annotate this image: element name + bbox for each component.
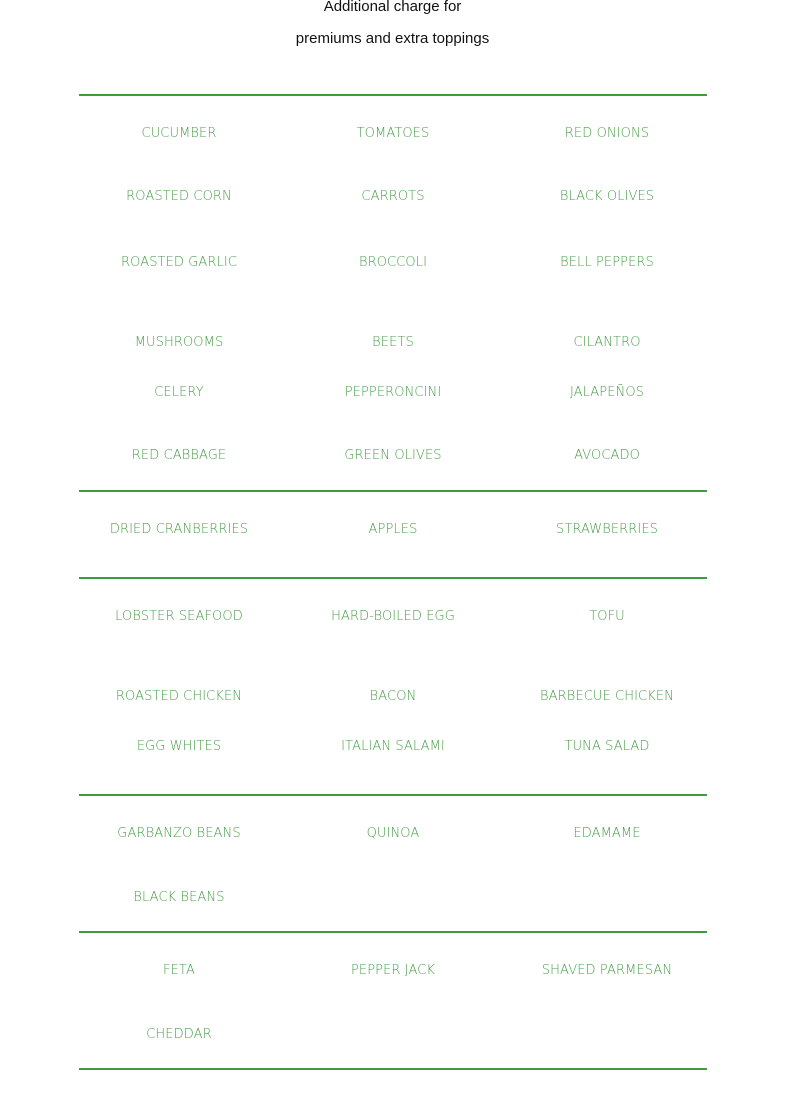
divider-rule [79,1068,707,1070]
topping-item: APPLES [368,522,418,537]
topping-item: ROASTED GARLIC [120,255,238,270]
topping-item: GREEN OLIVES [344,448,442,463]
topping-item: JALAPEÑOS [569,385,645,400]
topping-item: SHAVED PARMESAN [541,963,673,978]
divider-rule [79,94,707,96]
topping-item: TUNA SALAD [564,739,650,754]
topping-item: BEETS [372,335,414,350]
topping-item: BACON [369,689,417,704]
topping-item: PEPPER JACK [350,963,436,978]
divider-rule [79,490,707,492]
premium-note-line-1: Additional charge for [323,0,462,15]
topping-item: CILANTRO [573,335,641,350]
topping-item: RED ONIONS [564,126,650,141]
topping-item: CUCUMBER [141,126,217,141]
divider-rule [79,931,707,933]
topping-item: CHEDDAR [146,1027,212,1042]
topping-item: PEPPERONCINI [344,385,442,400]
topping-item: TOFU [589,609,625,624]
topping-item: EGG WHITES [136,739,222,754]
topping-item: GARBANZO BEANS [117,826,241,841]
topping-item: BARBECUE CHICKEN [540,689,674,704]
divider-rule [79,577,707,579]
topping-item: BELL PEPPERS [560,255,654,270]
topping-item: BLACK BEANS [133,890,225,905]
topping-item: ROASTED CHICKEN [115,689,243,704]
divider-rule [79,794,707,796]
topping-item: FETA [163,963,195,978]
topping-item: AVOCADO [574,448,640,463]
topping-item: DRIED CRANBERRIES [109,522,249,537]
topping-item: QUINOA [366,826,420,841]
premium-note-line-2: premiums and extra toppings [295,30,490,47]
topping-item: CELERY [154,385,204,400]
topping-item: HARD-BOILED EGG [331,609,455,624]
topping-item: BLACK OLIVES [559,189,655,204]
topping-item: STRAWBERRIES [555,522,659,537]
topping-item: RED CABBAGE [131,448,227,463]
topping-item: TOMATOES [356,126,430,141]
topping-item: ITALIAN SALAMI [341,739,445,754]
topping-item: LOBSTER SEAFOOD [115,609,243,624]
topping-item: ROASTED CORN [126,189,232,204]
topping-item: MUSHROOMS [134,335,224,350]
topping-item: CARROTS [361,189,425,204]
topping-item: EDAMAME [573,826,641,841]
topping-item: BROCCOLI [358,255,428,270]
